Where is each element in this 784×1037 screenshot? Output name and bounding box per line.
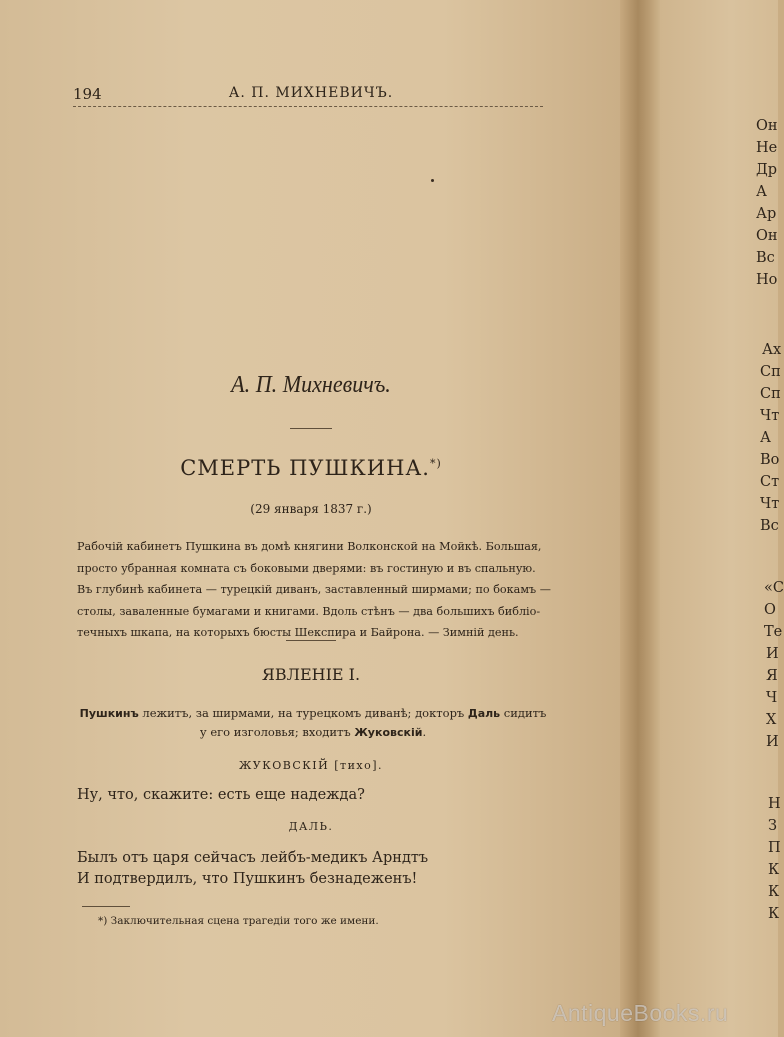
right-page-line-fragment: Не [756,140,778,156]
page-number: 194 [73,85,102,103]
title-note-mark: *) [429,457,442,470]
book-gutter [620,0,660,1037]
footnote-rule [82,906,130,907]
right-page-line-fragment: П [768,840,781,856]
scene-text: сидитъ [500,706,547,720]
right-page-line-fragment: Ч [766,690,778,706]
stage-line: Въ глубинѣ кабинета — турецкій диванъ, заставленный ширмами; по бокамъ — [77,583,551,596]
stage-line: Рабочій кабинетъ Пушкина въ домѣ княгини Волконской на Мойкѣ. Большая, [77,540,542,553]
right-page-line-fragment: Он [756,228,778,244]
right-page-line-fragment: Вс [756,250,775,266]
right-page-line-fragment: И [766,734,779,750]
dialogue-line: И подтвердилъ, что Пушкинъ безнадеженъ! [77,871,418,887]
speaker-label: ДАЛЬ. [288,820,334,833]
scene-desc-line-1 [77,704,549,723]
character-name: Даль [467,707,501,720]
right-page-line-fragment: Ст [760,474,780,490]
work-date: (29 января 1837 г.) [250,502,372,516]
right-page-line-fragment: Я [766,668,778,684]
work-title-text: СМЕРТЬ ПУШКИНА. [180,456,430,480]
right-page-line-fragment: Чт [760,408,780,424]
scene-rule [286,640,336,641]
right-page-line-fragment: Но [756,272,778,288]
right-page-line-fragment: А [756,184,767,200]
right-page-line-fragment: Др [756,162,778,178]
right-page-line-fragment: Чт [760,496,780,512]
title-rule-top [290,428,332,429]
right-page-line-fragment: Х [766,712,777,728]
right-page-line-fragment: И [766,646,779,662]
footnote: *) Заключительная сцена трагедіи того же имени. [98,915,379,927]
scene-text: . [422,725,427,739]
right-page-line-fragment: Ах [762,342,782,358]
dialogue-line: Былъ отъ царя сейчасъ лейбъ-медикъ Арндтъ [77,850,429,866]
right-page-line-fragment: Те [764,624,783,640]
right-page-line-fragment: Во [760,452,780,468]
character-name: Пушкинъ [79,707,139,720]
ink-speck [431,179,434,182]
right-page-line-fragment: «С [764,580,784,596]
dialogue-line: Ну, что, скажите: есть еще надежда? [77,787,365,803]
author-signature: А. П. Михневичъ. [231,372,391,398]
stage-direction [77,536,549,644]
right-page-line-fragment: А [760,430,771,446]
work-title [0,456,622,480]
character-name: Жуковскій [354,726,423,739]
right-page-line-fragment: Н [768,796,781,812]
right-page-line-fragment: К [768,884,780,900]
right-page-line-fragment: Ар [756,206,777,222]
running-title: А. П. МИХНЕВИЧЪ. [228,85,394,101]
right-page-line-fragment: Вс [760,518,779,534]
scene-text: у его изголовья; входитъ [199,725,355,739]
right-page-line-fragment: О [764,602,776,618]
scene-heading: ЯВЛЕНІЕ I. [261,665,361,684]
right-page-line-fragment: Он [756,118,778,134]
watermark: AntiqueBooks.ru [552,1000,729,1026]
right-page-line-fragment: К [768,906,780,922]
scene-description [77,704,549,742]
stage-line: просто убранная комната съ боковыми дверями: въ гостиную и въ спальную. [77,561,536,575]
stage-line: течныхъ шкапа, на которыхъ бюсты Шекспира и Байрона. — Зимній день. [77,626,519,639]
right-page-line-fragment: З [768,818,778,834]
right-page-line-fragment: К [768,862,780,878]
scene-desc-line-2 [77,723,549,742]
speaker-label: ЖУКОВСКІЙ [тихо]. [238,759,384,772]
header-rule [73,106,543,107]
right-page-line-fragment: Сп [760,386,781,402]
right-page-line-fragment: Сп [760,364,781,380]
stage-line: столы, заваленные бумагами и книгами. Вдоль стѣнъ — два большихъ библіо- [77,604,541,618]
scene-text: лежитъ, за ширмами, на турецкомъ диванѣ; докторъ [138,706,468,720]
